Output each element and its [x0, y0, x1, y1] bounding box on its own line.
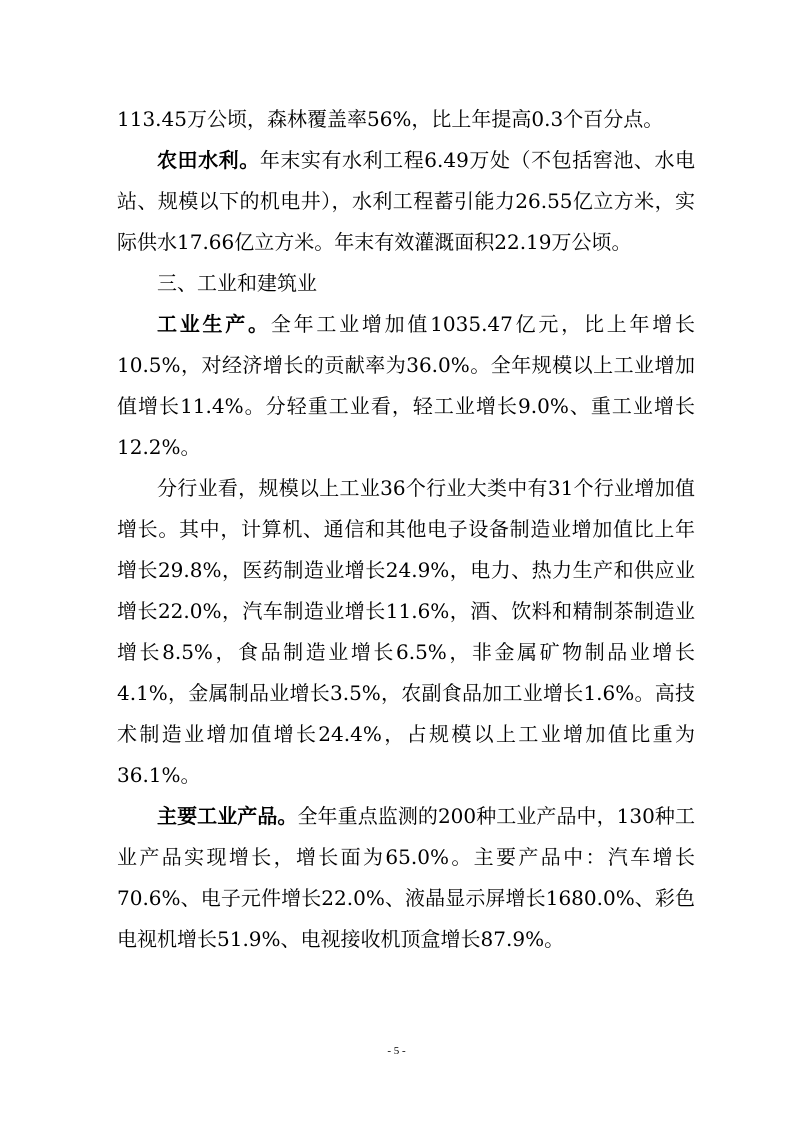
page-number: - 5 - — [387, 1045, 406, 1057]
body-text — [117, 99, 695, 960]
section-heading-industry: 三、工业和建筑业 — [157, 271, 317, 295]
paragraph-lead: 农田水利。 — [157, 148, 260, 172]
paragraph-text: 113.45万公顷，森林覆盖率56%，比上年提高0.3个百分点。 — [117, 107, 664, 131]
paragraph-farmland-water — [117, 140, 695, 263]
paragraph-industrial-production — [117, 304, 695, 468]
paragraph-main-products — [117, 796, 695, 960]
paragraph-text: 分行业看，规模以上工业36个行业大类中有31个行业增加值增长。其中，计算机、通信和其他电子设备制造业增加值比上年增长29.8%，医药制造业增长24.9%，电力、热力生产和供应业增长22.0%，汽车制造业增长11.6%，酒、饮料和精制茶制造业增长8.5%，食品制造业增长6.5%，非金属矿物制品业增长4.1%，金属制品业增长3.5%，农副食品加工业增长1.6%。高技术制造业增加值增长24.4%，占规模以上工业增加值比重为36.1%。 — [117, 476, 695, 787]
paragraph-forest-coverage — [117, 99, 695, 140]
paragraph-lead: 工业生产。 — [157, 312, 271, 336]
paragraph-text: 全年工业增加值1035.47亿元，比上年增长10.5%，对经济增长的贡献率为36.0%。全年规模以上工业增加值增长11.4%。分轻重工业看，轻工业增长9.0%、重工业增长12.2%。 — [117, 312, 695, 459]
paragraph-by-industry — [117, 468, 695, 796]
paragraph-lead: 主要工业产品。 — [157, 804, 298, 828]
paragraph-text: 年末实有水利工程6.49万处（不包括窖池、水电站、规模以下的机电井），水利工程蓄引能力26.55亿立方米，实际供水17.66亿立方米。年末有效灌溉面积22.19万公顷。 — [117, 148, 696, 254]
paragraph-text: 全年重点监测的200种工业产品中，130种工业产品实现增长，增长面为65.0%。主要产品中：汽车增长70.6%、电子元件增长22.0%、液晶显示屏增长1680.0%、彩色电视机增长51.9%、电视接收机顶盒增长87.9%。 — [117, 804, 695, 951]
